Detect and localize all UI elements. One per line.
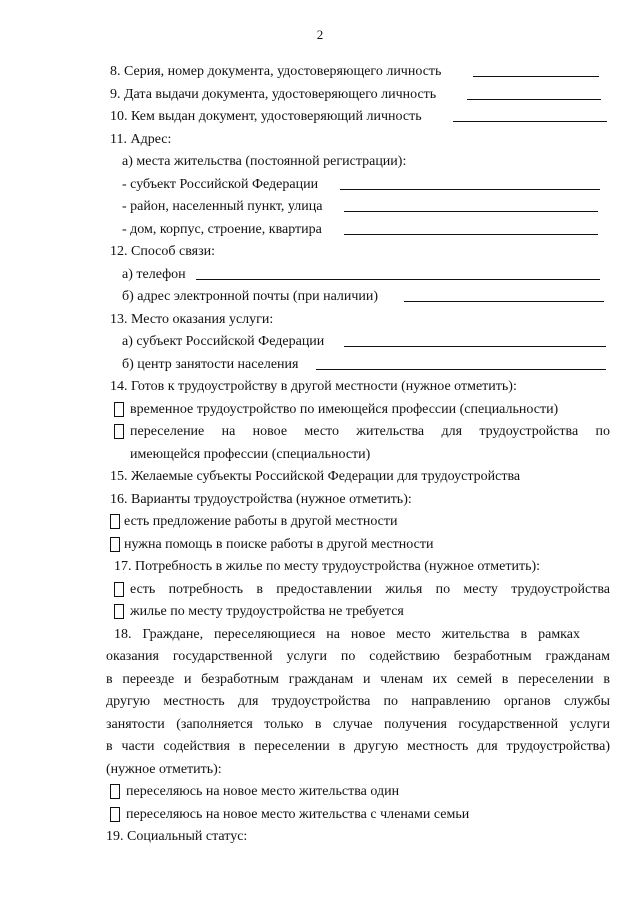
field-label: - район, населенный пункт, улица (122, 199, 323, 214)
section-relocation-paragraph (0, 669, 640, 692)
phone-blank[interactable] (196, 279, 600, 280)
option-job-offer (0, 511, 640, 534)
field-label: 15. Желаемые субъекты Российской Федерации для трудоустройства (110, 469, 521, 484)
field-label: 9. Дата выдачи документа, удостоверяющего личность (110, 86, 437, 102)
paragraph-line: занятости (заполняется только в случае получения государственной услуги (106, 716, 610, 732)
option-label: нужна помощь в поиске работы в другой местности (124, 536, 434, 552)
employment-center-blank[interactable] (316, 369, 606, 370)
field-address-region (0, 174, 640, 197)
field-address-district (0, 196, 640, 219)
section-relocation-paragraph (0, 759, 640, 782)
field-label: - субъект Российской Федерации (122, 176, 319, 192)
option-housing-not-needed (0, 601, 640, 624)
option-relocation-continued (0, 444, 640, 467)
field-service-region (0, 331, 640, 354)
section-heading: 14. Готов к трудоустройству в другой местности (нужное отметить): (110, 379, 517, 394)
option-relocate-with-family (0, 804, 640, 827)
paragraph-line: (нужное отметить): (106, 761, 222, 777)
option-temporary-employment (0, 399, 640, 422)
field-document-issue-date (0, 84, 640, 107)
section-relocation-paragraph (0, 624, 640, 647)
address-region-blank[interactable] (340, 189, 600, 190)
option-label: переселение на новое место жительства для трудоустройства по (130, 424, 610, 439)
section-service-place-heading (0, 309, 640, 332)
field-label: а) субъект Российской Федерации (122, 334, 325, 349)
relocation-checkbox[interactable] (114, 424, 124, 439)
housing-needed-checkbox[interactable] (114, 582, 124, 597)
paragraph-line: в части содействия в переселении в другую местность для трудоустройства) (106, 739, 610, 754)
field-label: 10. Кем выдан документ, удостоверяющий личность (110, 109, 422, 124)
section-heading: 12. Способ связи: (110, 244, 216, 259)
document-issuer-blank[interactable] (453, 121, 607, 122)
field-document-series-number (0, 61, 640, 84)
relocate-alone-checkbox[interactable] (110, 784, 120, 799)
section-heading: 13. Место оказания услуги: (110, 311, 274, 327)
paragraph-line: в переезде и безработным гражданам и членам их семей в переселении в (106, 671, 610, 687)
option-label: переселяюсь на новое место жительства один (126, 784, 400, 799)
option-relocate-alone (0, 781, 640, 804)
field-label: 8. Серия, номер документа, удостоверяющего личность (110, 64, 442, 79)
option-label-continuation: имеющейся профессии (специальности) (130, 446, 371, 462)
service-region-blank[interactable] (344, 346, 606, 347)
paragraph-line: другую местность для трудоустройства по направлению органов службы (106, 694, 610, 709)
section-contact-heading (0, 241, 640, 264)
field-label: а) телефон (122, 266, 186, 282)
address-house-blank[interactable] (344, 234, 598, 235)
subsection-label: а) места жительства (постоянной регистрации): (122, 154, 407, 169)
temporary-employment-checkbox[interactable] (114, 402, 124, 417)
address-residence-subheading (0, 151, 640, 174)
relocate-with-family-checkbox[interactable] (110, 807, 120, 822)
option-label: временное трудоустройство по имеющейся профессии (специальности) (130, 401, 559, 417)
field-desired-regions (0, 466, 640, 489)
paragraph-line: оказания государственной услуги по содействию безработным гражданам (106, 649, 610, 664)
section-relocation-readiness-heading (0, 376, 640, 399)
section-heading: 19. Социальный статус: (106, 829, 248, 844)
address-district-blank[interactable] (344, 211, 598, 212)
section-housing-need-heading (0, 556, 640, 579)
option-label: жилье по месту трудоустройства не требуется (130, 604, 404, 619)
document-series-number-blank[interactable] (473, 76, 599, 77)
housing-not-needed-checkbox[interactable] (114, 604, 124, 619)
field-label: б) центр занятости населения (122, 356, 299, 372)
field-document-issuer (0, 106, 640, 129)
option-job-search-help (0, 534, 640, 557)
section-relocation-paragraph (0, 646, 640, 669)
field-email (0, 286, 640, 309)
section-relocation-paragraph (0, 736, 640, 759)
option-label: переселяюсь на новое место жительства с членами семьи (126, 806, 470, 822)
section-relocation-paragraph (0, 691, 640, 714)
option-label: есть потребность в предоставлении жилья по месту трудоустройства (130, 581, 610, 597)
section-social-status-heading (0, 826, 640, 849)
field-employment-center (0, 354, 640, 377)
paragraph-line: 18. Граждане, переселяющиеся на новое место жительства в рамках (114, 626, 580, 642)
field-address-house (0, 219, 640, 242)
section-address-heading (0, 129, 640, 152)
section-relocation-paragraph (0, 714, 640, 737)
email-blank[interactable] (404, 301, 604, 302)
option-relocation (0, 421, 640, 444)
option-label: есть предложение работы в другой местности (124, 514, 398, 529)
section-heading: 11. Адрес: (110, 131, 172, 147)
section-employment-options-heading (0, 489, 640, 512)
form-content (0, 61, 640, 849)
field-label: б) адрес электронной почты (при наличии) (122, 289, 379, 304)
job-offer-checkbox[interactable] (110, 514, 120, 529)
section-heading: 17. Потребность в жилье по месту трудоустройства (нужное отметить): (114, 559, 541, 574)
job-search-help-checkbox[interactable] (110, 537, 120, 552)
section-heading: 16. Варианты трудоустройства (нужное отметить): (110, 491, 412, 507)
option-housing-needed (0, 579, 640, 602)
field-label: - дом, корпус, строение, квартира (122, 221, 322, 237)
field-phone (0, 264, 640, 287)
page-number: 2 (316, 27, 324, 42)
document-issue-date-blank[interactable] (467, 99, 601, 100)
